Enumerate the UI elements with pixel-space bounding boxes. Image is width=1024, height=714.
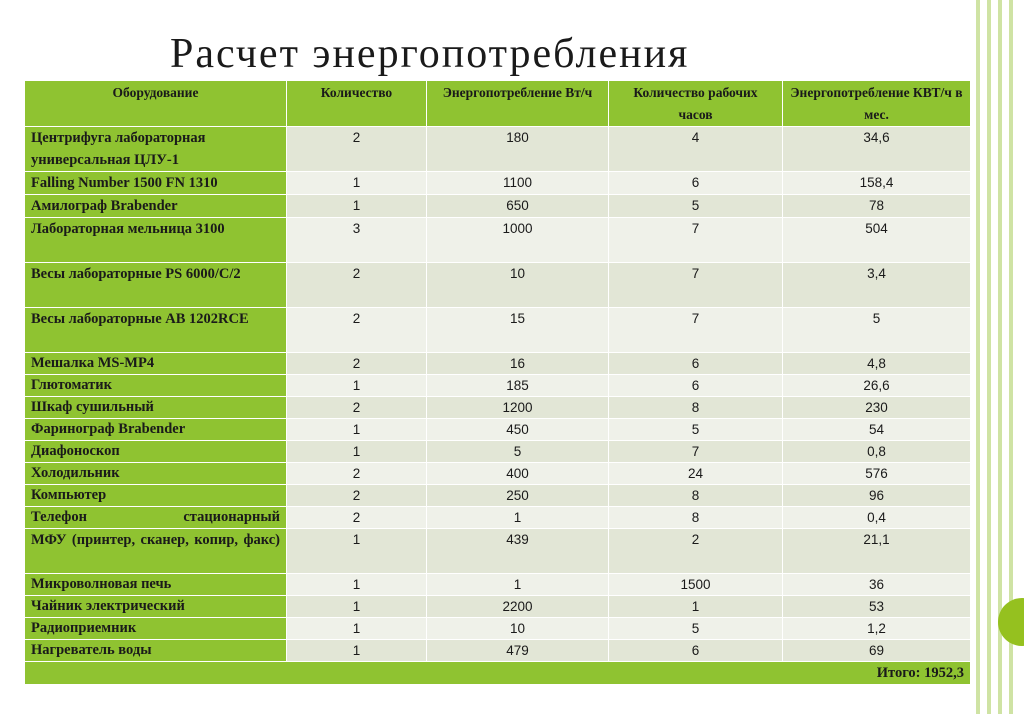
quantity-cell: 2 [287,263,427,308]
equipment-name-cell: Чайник электрический [25,596,287,618]
table-header-row [25,81,971,127]
table-row [25,441,971,463]
header-hours: Количество рабочих часов [609,81,783,127]
equipment-name-cell: Лабораторная мельница 3100 [25,218,287,263]
quantity-cell: 2 [287,463,427,485]
monthly-cell: 96 [783,485,971,507]
hours-cell: 6 [609,172,783,195]
monthly-cell: 78 [783,195,971,218]
quantity-cell: 1 [287,441,427,463]
hours-cell: 8 [609,507,783,529]
monthly-cell: 576 [783,463,971,485]
power-cell: 250 [427,485,609,507]
monthly-cell: 21,1 [783,529,971,574]
power-cell: 10 [427,618,609,640]
equipment-name-cell: Нагреватель воды [25,640,287,662]
table-row [25,529,971,574]
hours-cell: 7 [609,263,783,308]
equipment-name-cell: Амилограф Brabender [25,195,287,218]
quantity-cell: 2 [287,485,427,507]
quantity-cell: 1 [287,618,427,640]
equipment-name-cell: Радиоприемник [25,618,287,640]
monthly-cell: 36 [783,574,971,596]
table-row [25,596,971,618]
power-cell: 1200 [427,397,609,419]
quantity-cell: 1 [287,596,427,618]
table-row [25,397,971,419]
table-row [25,618,971,640]
hours-cell: 24 [609,463,783,485]
monthly-cell: 230 [783,397,971,419]
hours-cell: 7 [609,218,783,263]
power-cell: 1000 [427,218,609,263]
hours-cell: 2 [609,529,783,574]
table-row [25,419,971,441]
table-row [25,375,971,397]
table-row [25,308,971,353]
header-monthly: Энергопотребление КВТ/ч в мес. [783,81,971,127]
stripe [987,0,991,714]
equipment-name-cell: Микроволновая печь [25,574,287,596]
equipment-name-cell: Глютоматик [25,375,287,397]
power-cell: 1 [427,574,609,596]
stripe [976,0,980,714]
hours-cell: 8 [609,397,783,419]
header-quantity: Количество [287,81,427,127]
monthly-cell: 0,8 [783,441,971,463]
equipment-name-cell: Диафоноскоп [25,441,287,463]
equipment-name-cell: Телефон стационарный [25,507,287,529]
equipment-name-cell: Холодильник [25,463,287,485]
quantity-cell: 1 [287,529,427,574]
quantity-cell: 2 [287,308,427,353]
total-cell: Итого: 1952,3 [25,662,971,685]
monthly-cell: 0,4 [783,507,971,529]
quantity-cell: 2 [287,507,427,529]
monthly-cell: 53 [783,596,971,618]
power-cell: 650 [427,195,609,218]
table-body [25,127,971,662]
stripe [998,0,1002,714]
equipment-name-cell: Весы лабораторные AB 1202RCE [25,308,287,353]
table-row [25,507,971,529]
energy-table-container [24,80,970,685]
quantity-cell: 1 [287,375,427,397]
table-row [25,127,971,172]
table-row [25,195,971,218]
hours-cell: 6 [609,640,783,662]
equipment-name-cell: Фаринограф Brabender [25,419,287,441]
hours-cell: 1 [609,596,783,618]
power-cell: 185 [427,375,609,397]
table-row [25,574,971,596]
hours-cell: 5 [609,195,783,218]
quantity-cell: 2 [287,127,427,172]
table-row [25,218,971,263]
monthly-cell: 54 [783,419,971,441]
monthly-cell: 504 [783,218,971,263]
power-cell: 479 [427,640,609,662]
hours-cell: 5 [609,419,783,441]
quantity-cell: 1 [287,172,427,195]
monthly-cell: 158,4 [783,172,971,195]
monthly-cell: 26,6 [783,375,971,397]
header-equipment: Оборудование [25,81,287,127]
quantity-cell: 1 [287,640,427,662]
quantity-cell: 2 [287,397,427,419]
energy-table [24,80,971,685]
hours-cell: 7 [609,308,783,353]
monthly-cell: 69 [783,640,971,662]
power-cell: 2200 [427,596,609,618]
equipment-name-cell: Шкаф сушильный [25,397,287,419]
hours-cell: 8 [609,485,783,507]
equipment-name-cell: Компьютер [25,485,287,507]
monthly-cell: 34,6 [783,127,971,172]
power-cell: 450 [427,419,609,441]
power-cell: 1100 [427,172,609,195]
monthly-cell: 3,4 [783,263,971,308]
hours-cell: 4 [609,127,783,172]
table-row [25,640,971,662]
equipment-name-cell: МФУ (принтер, сканер, копир, факс) [25,529,287,574]
monthly-cell: 5 [783,308,971,353]
quantity-cell: 3 [287,218,427,263]
table-row [25,263,971,308]
table-row [25,172,971,195]
page-title: Расчет энергопотребления [170,31,690,77]
power-cell: 1 [427,507,609,529]
table-row [25,463,971,485]
equipment-name-cell: Весы лабораторные PS 6000/C/2 [25,263,287,308]
table-row [25,353,971,375]
hours-cell: 5 [609,618,783,640]
power-cell: 16 [427,353,609,375]
power-cell: 5 [427,441,609,463]
power-cell: 400 [427,463,609,485]
power-cell: 15 [427,308,609,353]
quantity-cell: 1 [287,419,427,441]
monthly-cell: 1,2 [783,618,971,640]
power-cell: 439 [427,529,609,574]
header-power: Энергопотребление Вт/ч [427,81,609,127]
equipment-name-cell: Мешалка MS-MP4 [25,353,287,375]
monthly-cell: 4,8 [783,353,971,375]
hours-cell: 7 [609,441,783,463]
power-cell: 10 [427,263,609,308]
hours-cell: 6 [609,375,783,397]
quantity-cell: 1 [287,195,427,218]
equipment-name-cell: Falling Number 1500 FN 1310 [25,172,287,195]
total-row [25,662,971,685]
quantity-cell: 1 [287,574,427,596]
hours-cell: 1500 [609,574,783,596]
table-row [25,485,971,507]
equipment-name-cell: Центрифуга лабораторная универсальная ЦЛУ-1 [25,127,287,172]
power-cell: 180 [427,127,609,172]
quantity-cell: 2 [287,353,427,375]
hours-cell: 6 [609,353,783,375]
